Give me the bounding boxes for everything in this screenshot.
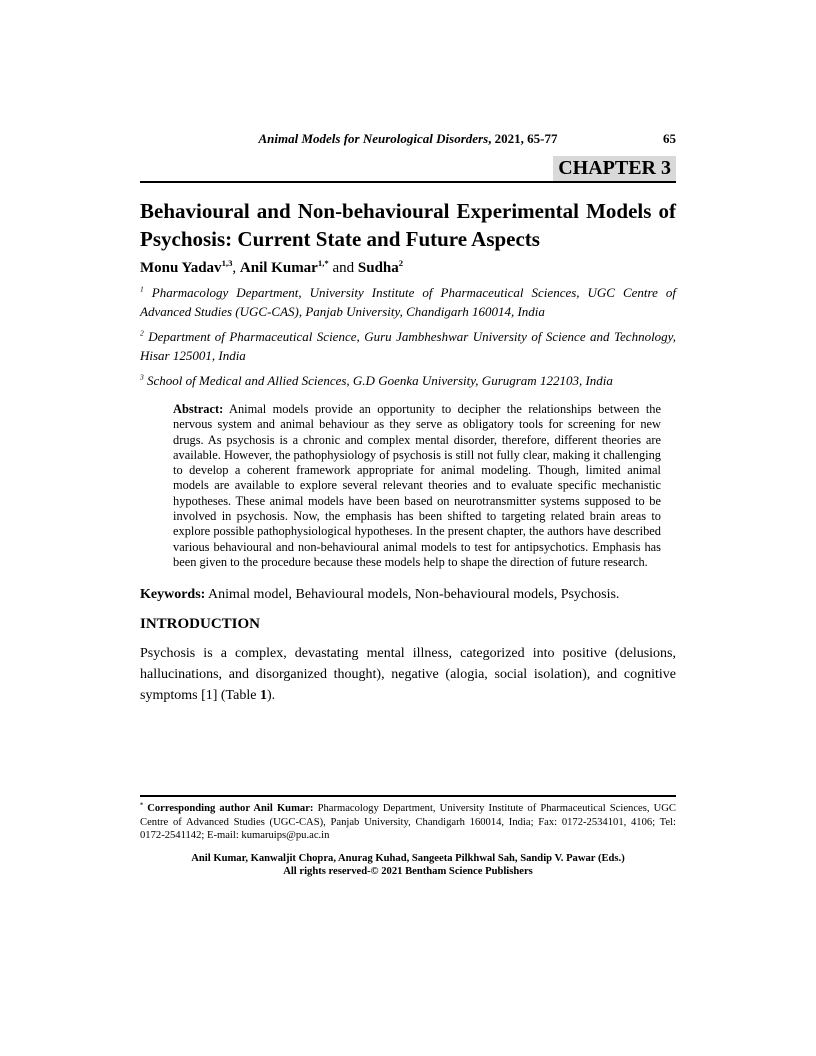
- author-separator: and: [328, 260, 358, 276]
- author-name: Monu Yadav: [140, 260, 222, 276]
- chapter-rule: [140, 156, 676, 183]
- table-reference: 1: [259, 688, 267, 704]
- keywords: [140, 584, 676, 605]
- footnote-marker: *: [140, 802, 144, 809]
- affiliation-text: Pharmacology Department, University Institute of Pharmaceutical Sciences, UGC Centre of Advanced Studies (UGC-CAS), Panjab University, Chandigarh 160014, India: [140, 285, 676, 319]
- author-affiliation-marker: 1,3: [221, 258, 233, 268]
- intro-text-tail: ).: [266, 688, 276, 704]
- corresponding-author-footnote: [140, 802, 676, 843]
- chapter-badge: CHAPTER 3: [553, 156, 676, 181]
- footnote-divider: [140, 795, 676, 797]
- page-number: 65: [663, 131, 676, 146]
- author-separator: ,: [232, 260, 240, 276]
- running-head: [140, 132, 676, 146]
- keywords-label: Keywords:: [140, 587, 206, 603]
- affiliation-marker: 1: [140, 284, 144, 294]
- author-name: Anil Kumar: [239, 260, 318, 276]
- editors-line: Anil Kumar, Kanwaljit Chopra, Anurag Kuhad, Sangeeta Pilkhwal Sah, Sandip V. Pawar (Eds.): [191, 852, 625, 864]
- abstract: [173, 402, 661, 570]
- author-line: [140, 259, 676, 277]
- affiliation-marker: 3: [140, 372, 144, 382]
- keywords-text: Animal model, Behavioural models, Non-behavioural models, Psychosis.: [205, 587, 620, 603]
- affiliation: [140, 327, 676, 365]
- running-head-book-title: Animal Models for Neurological Disorders: [258, 131, 489, 146]
- affiliation-text: School of Medical and Allied Sciences, G.D Goenka University, Gurugram 122103, India: [143, 373, 613, 388]
- intro-paragraph: [140, 643, 676, 706]
- footnote-text: Pharmacology Department, University Institute of Pharmaceutical Sciences, UGC Centre of Advanced Studies (UGC-CAS), Panjab University, Chandigarh 160014, India; Fax: 0172-2534101, 4106; Tel: 0172-2541142; E-mail: kumaruips@pu.ac.in: [140, 803, 676, 842]
- author-name: Sudha: [357, 260, 399, 276]
- footnote-area: [140, 795, 676, 879]
- chapter-title: Behavioural and Non-behavioural Experimental Models of Psychosis: Current State and Future Aspects: [140, 199, 676, 251]
- author-affiliation-marker: 1,*: [317, 258, 329, 268]
- intro-text: Psychosis is a complex, devastating mental illness, categorized into positive (delusions, hallucinations, and disorganized thought), negative (alogia, social isolation), and cognitive symptoms [1] (Table: [140, 646, 676, 704]
- section-heading-introduction: INTRODUCTION: [140, 616, 261, 633]
- footnote-label: Corresponding author Anil Kumar:: [143, 803, 314, 814]
- affiliation-text: Department of Pharmaceutical Science, Guru Jambheshwar University of Science and Technology, Hisar 125001, India: [140, 329, 676, 363]
- rights-line: All rights reserved-© 2021 Bentham Science Publishers: [283, 866, 533, 878]
- affiliation-marker: 2: [140, 328, 144, 338]
- running-head-citation: , 2021, 65-77: [488, 131, 558, 146]
- affiliation: [140, 283, 676, 321]
- author-affiliation-marker: 2: [398, 258, 404, 268]
- abstract-text: Animal models provide an opportunity to decipher the relationships between the nervous system and animal behaviour as they serve as obligatory tools for screening for new drugs. As psychosis is a chronic and complex mental disorder, therefore, different theories are available. However, the pathophysiology of psychosis is still not fully clear, making it challenging to develop a coherent framework appropriate for animal modeling. Though, limited animal models are available to explore several relevant theories and to evaluate specific mechanistic hypotheses. These animal models have been based on neurotransmitter systems supposed to be involved in psychosis. Now, the emphasis has been shifted to targeting related brain areas to explore possible pathophysiological hypotheses. In the present chapter, the authors have described various behavioural and non-behavioural animal models to test for antipsychotics. Emphasis has been given to the procedure because these models help to shape the direction of future research.: [173, 402, 661, 569]
- abstract-label: Abstract:: [173, 402, 224, 416]
- publisher-block: [140, 852, 676, 879]
- affiliation: [140, 371, 676, 390]
